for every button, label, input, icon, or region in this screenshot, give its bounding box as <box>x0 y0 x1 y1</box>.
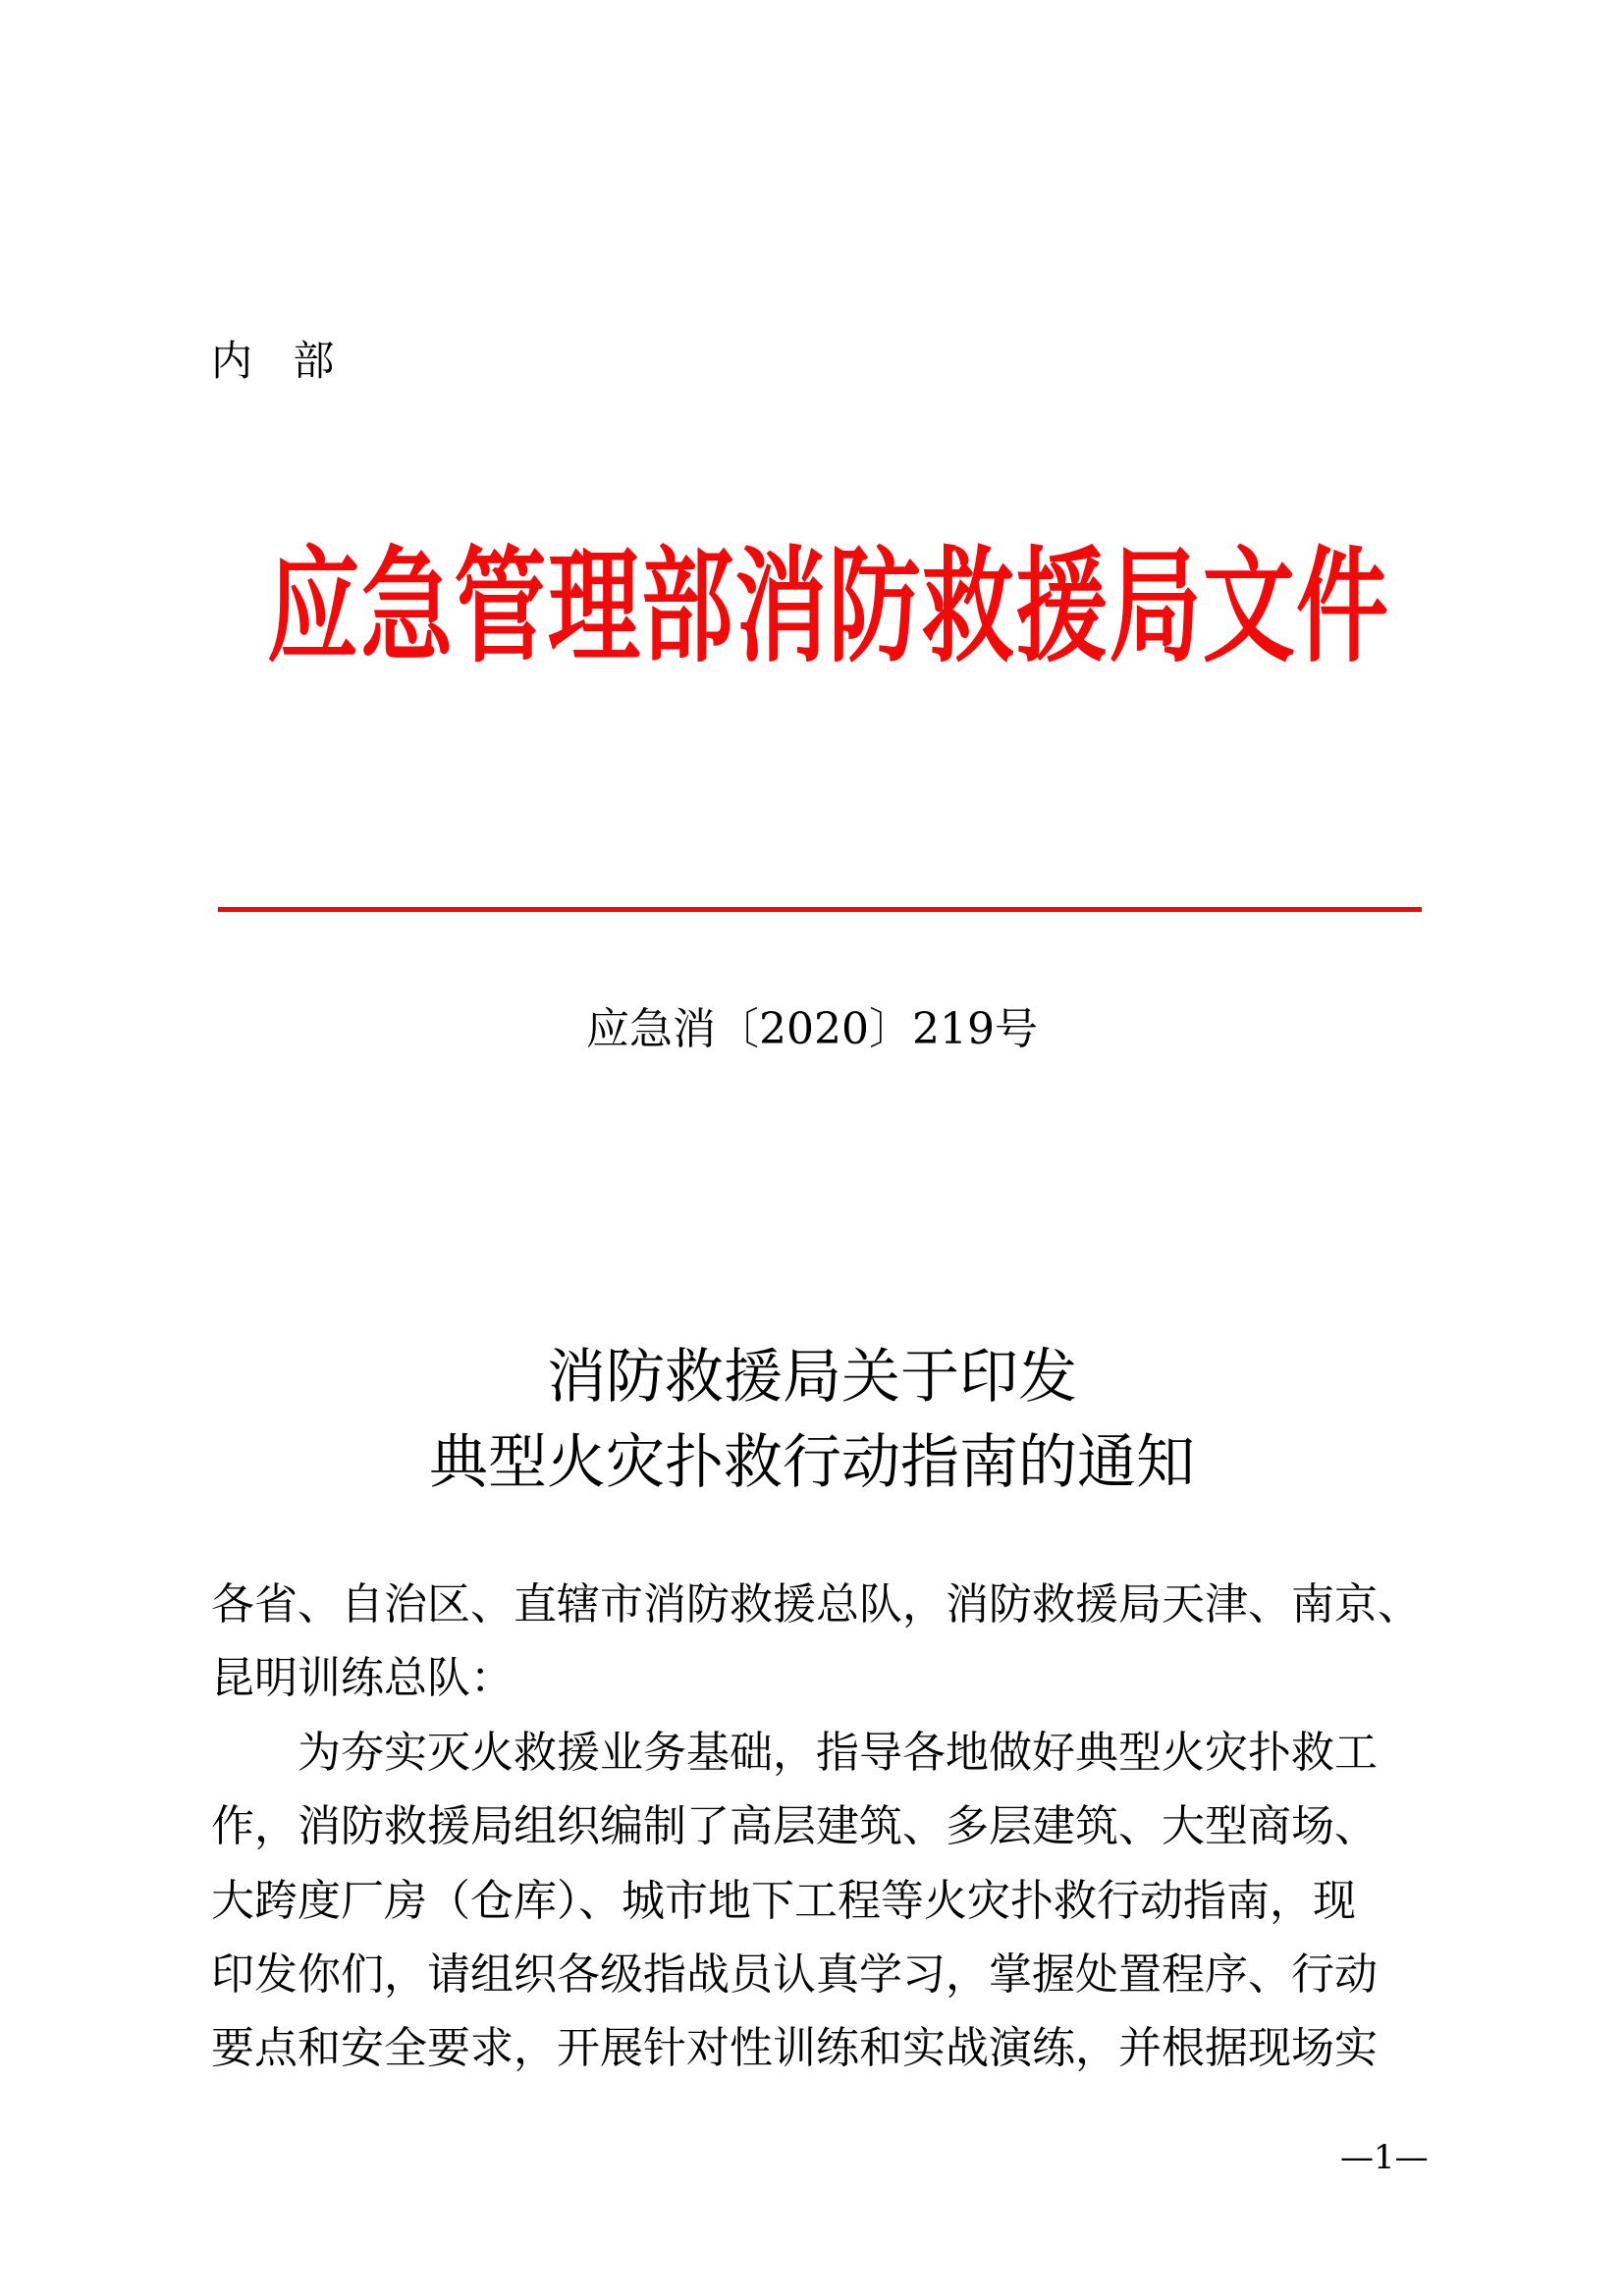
body-line: 大跨度厂房（仓库）、城市地下工程等火灾扑救行动指南，现 <box>211 1876 1356 1926</box>
document-title-line-2: 典型火灾扑救行动指南的通知 <box>429 1428 1195 1497</box>
body-line: 作，消防救援局组织编制了高层建筑、多层建筑、大型商场、 <box>211 1801 1378 1851</box>
body-line: 印发你们，请组织各级指战员认真学习，掌握处置程序、行动 <box>211 1949 1378 2000</box>
body-line: 要点和安全要求，开展针对性训练和实战演练，并根据现场实 <box>211 2023 1378 2073</box>
page-number: —1— <box>1340 2138 1429 2177</box>
classification-label: 内 部 <box>211 337 349 385</box>
body-line: 昆明训练总队： <box>211 1653 514 1703</box>
issuer-header: 应急管理部消防救援局文件 <box>267 535 1386 680</box>
body-line: 各省、自治区、直辖市消防救援总队，消防救援局天津、南京、 <box>211 1579 1421 1629</box>
body-line: 为夯实灭火救援业务基础，指导各地做好典型火灾扑救工 <box>211 1728 1378 1778</box>
red-divider <box>218 907 1422 912</box>
document-title-line-1: 消防救援局关于印发 <box>547 1343 1077 1412</box>
document-number: 应急消〔2020〕219号 <box>586 1004 1038 1054</box>
